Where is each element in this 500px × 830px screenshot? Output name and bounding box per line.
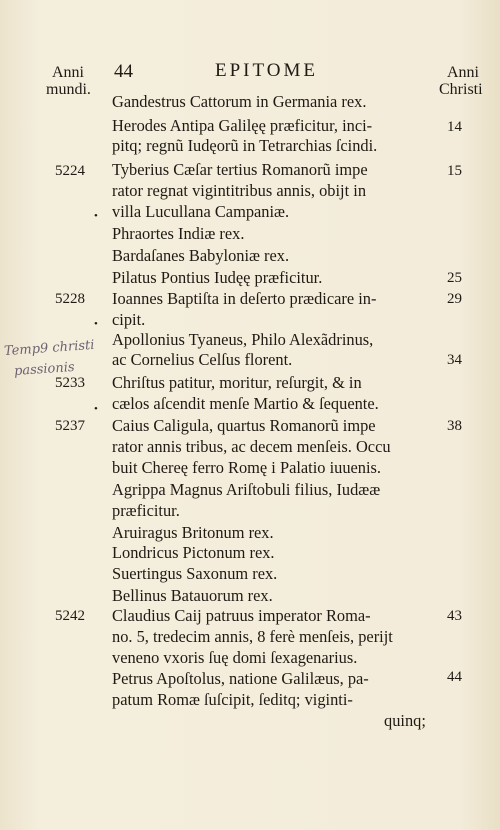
text-line: Chriſtus patitur, moritur, reſurgit, & in (112, 373, 362, 392)
text-line: cipit. (112, 310, 146, 329)
header-anni-christi (439, 64, 483, 98)
year-christi: 15 (447, 163, 462, 179)
margin-bullet-mark: • (94, 318, 98, 330)
text-line: no. 5, tredecim annis, 8 ferè menſeis, perijt (112, 627, 393, 646)
text-line: Phraortes Indiæ rex. (112, 224, 245, 243)
text-line: Claudius Caij patruus imperator Roma- (112, 606, 371, 625)
text-line: Bardaſanes Babyloniæ rex. (112, 246, 290, 265)
text-line: cælos aſcendit menſe Martio & ſequente. (112, 394, 379, 413)
text-line: buit Chereę ferro Romę i Palatio iuuenis. (112, 458, 382, 477)
text-line: Tyberius Cæſar tertius Romanorũ impe (112, 160, 368, 179)
anni-christi-word2: Christi (439, 81, 483, 98)
margin-bullet-mark: • (94, 210, 98, 222)
text-line: Bellinus Batauorum rex. (112, 586, 273, 605)
year-christi: 29 (447, 291, 462, 307)
text-line: villa Lucullana Campaniæ. (112, 202, 290, 221)
page-number: 44 (114, 61, 133, 82)
text-line: Ioannes Baptiſta in deſerto prædicare in- (112, 289, 377, 308)
text-line: ac Cornelius Celſus florent. (112, 350, 293, 369)
year-mundi: 5242 (55, 608, 85, 624)
text-line: Herodes Antipa Galilęę præficitur, inci- (112, 116, 373, 135)
anni-mundi-word2: mundi. (46, 81, 91, 98)
text-line: Petrus Apoſtolus, natione Galilæus, pa- (112, 669, 369, 688)
text-line: Suertingus Saxonum rex. (112, 564, 278, 583)
header-anni-mundi (46, 64, 91, 98)
anni-mundi-word1: Anni (52, 64, 84, 81)
year-christi: 14 (447, 119, 462, 135)
year-christi: 34 (447, 352, 462, 368)
year-christi: 38 (447, 418, 462, 434)
text-line: præficitur. (112, 501, 180, 520)
year-christi: 44 (447, 669, 462, 685)
year-christi: 43 (447, 608, 462, 624)
text-line: Londricus Pictonum rex. (112, 543, 275, 562)
text-line: Agrippa Magnus Ariſtobuli filius, Iudææ (112, 480, 381, 499)
text-line: Pilatus Pontius Iudęę præficitur. (112, 268, 323, 287)
year-mundi: 5228 (55, 291, 85, 307)
text-line: Apollonius Tyaneus, Philo Alexãdrinus, (112, 330, 374, 349)
year-christi: 25 (447, 270, 462, 286)
text-line: veneno vxoris ſuę domi ſexagenarius. (112, 648, 358, 667)
text-line: pitq; regnũ Iudęorũ in Tetrarchias ſcindi. (112, 136, 378, 155)
text-line: quinq; (384, 711, 426, 730)
text-line: rator regnat vigintitribus annis, obijt in (112, 181, 367, 200)
running-title: EPITOME (215, 60, 318, 81)
marginal-note-line1: Temp9 christi (3, 337, 95, 360)
marginal-note-line2: passionis (13, 359, 76, 380)
anni-christi-word1: Anni (447, 64, 479, 81)
year-mundi: 5233 (55, 375, 85, 391)
margin-bullet-mark: • (94, 403, 98, 415)
text-line: Gandestrus Cattorum in Germania rex. (112, 92, 367, 111)
year-mundi: 5224 (55, 163, 85, 179)
text-line: Caius Caligula, quartus Romanorũ impe (112, 416, 376, 435)
text-line: Aruiragus Britonum rex. (112, 523, 274, 542)
text-line: patum Romæ ſuſcipit, ſeditq; viginti- (112, 690, 353, 709)
text-line: rator annis tribus, ac decem menſeis. Occu (112, 437, 391, 456)
year-mundi: 5237 (55, 418, 85, 434)
